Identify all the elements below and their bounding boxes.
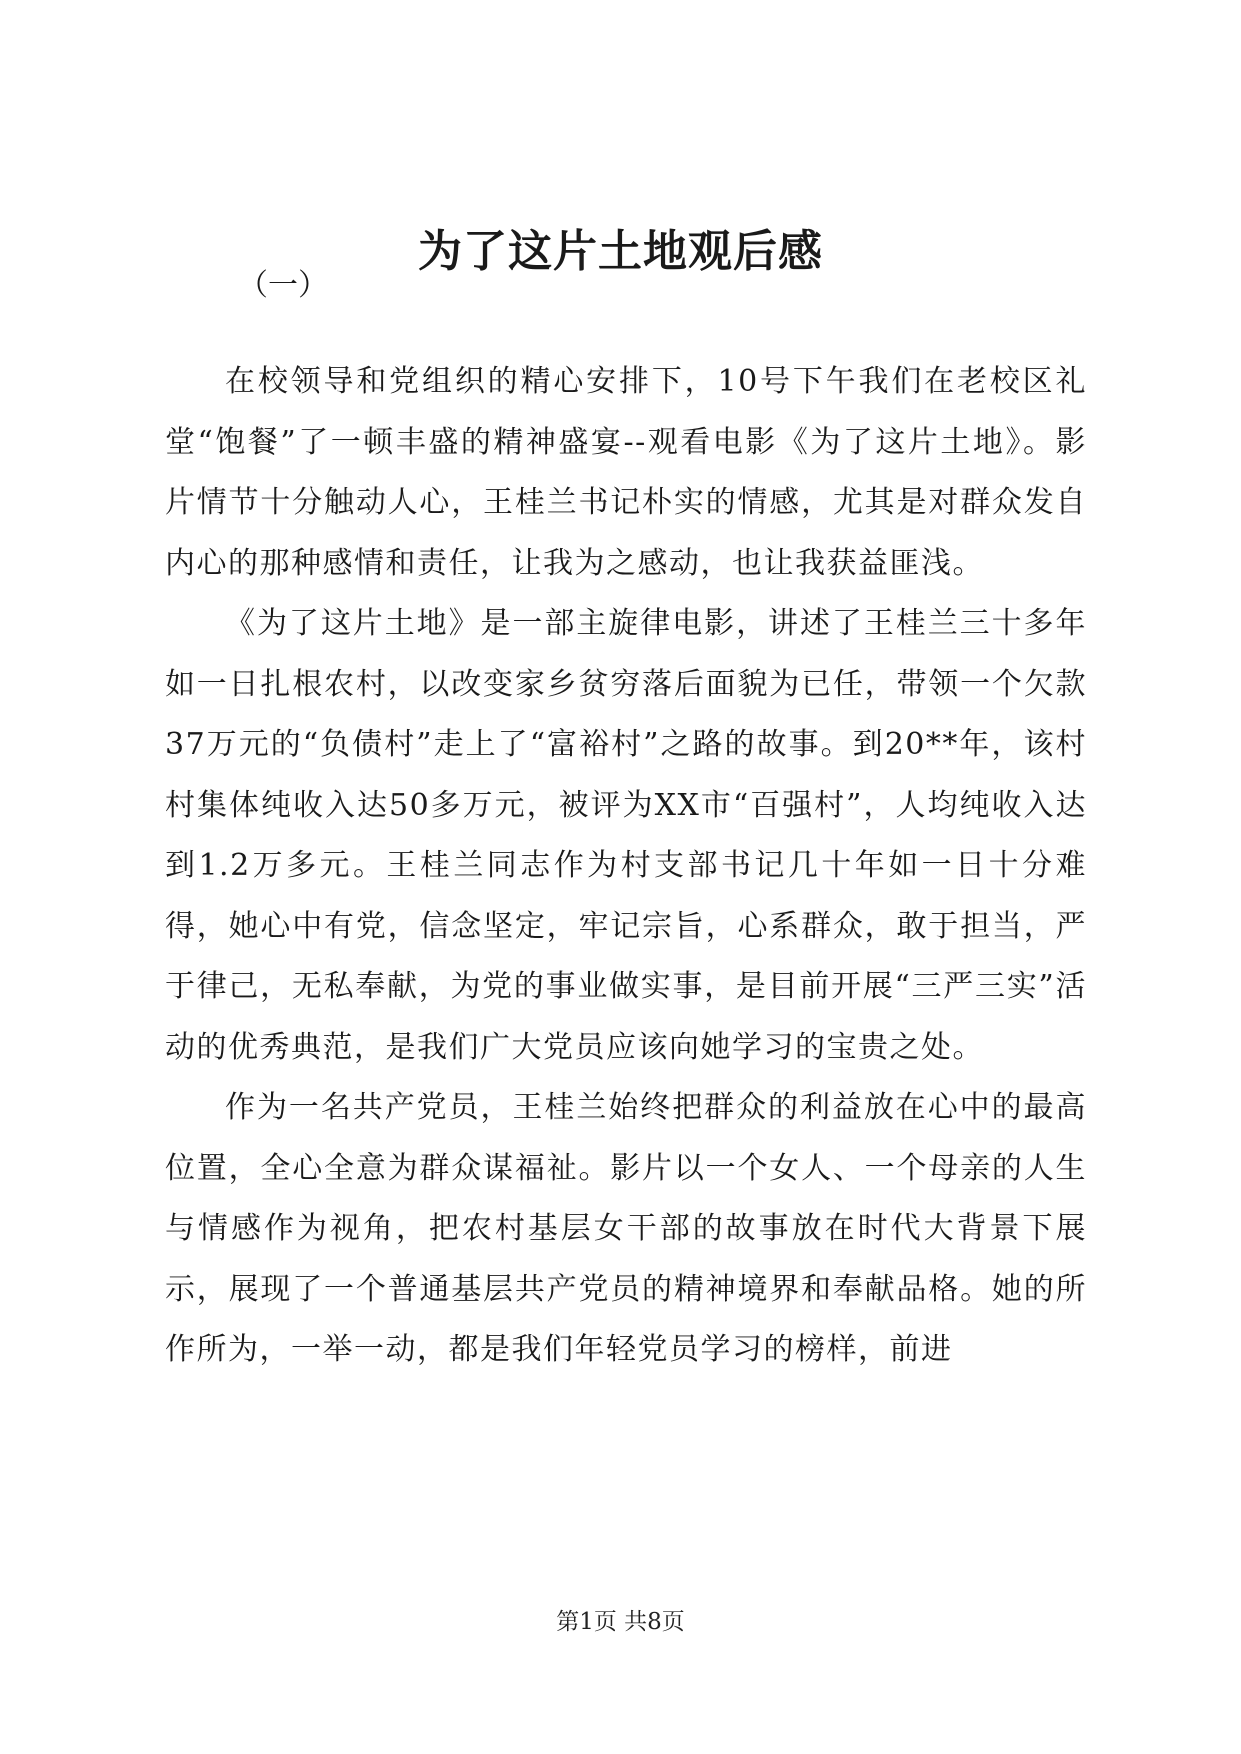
paragraph-1: 在校领导和党组织的精心安排下，10号下午我们在老校区礼堂“饱餐”了一顿丰盛的精神盛宴--观看电影《为了这片土地》。影片情节十分触动人心，王桂兰书记朴实的情感，尤其是对群众发自内心的那种感情和责任，让我为之感动，也让我获益匪浅。 (165, 364, 1087, 581)
section-number: （一） (238, 268, 328, 303)
document-title: 为了这片土地观后感 (418, 226, 823, 277)
document-body (165, 352, 1087, 1381)
page-footer: 第1页 共8页 (556, 1609, 685, 1635)
paragraph-2: 《为了这片土地》是一部主旋律电影，讲述了王桂兰三十多年如一日扎根农村，以改变家乡贫穷落后面貌为已任，带领一个欠款37万元的“负债村”走上了“富裕村”之路的故事。到20**年，该村村集体纯收入达50多万元，被评为XX市“百强村”，人均纯收入达到1.2万多元。王桂兰同志作为村支部书记几十年如一日十分难得，她心中有党，信念坚定，牢记宗旨，心系群众，敢于担当，严于律己，无私奉献，为党的事业做实事，是目前开展“三严三实”活动的优秀典范，是我们广大党员应该向她学习的宝贵之处。 (165, 606, 1087, 1065)
paragraph-3: 作为一名共产党员，王桂兰始终把群众的利益放在心中的最高位置，全心全意为群众谋福祉。影片以一个女人、一个母亲的人生与情感作为视角，把农村基层女干部的故事放在时代大背景下展示，展现了一个普通基层共产党员的精神境界和奉献品格。她的所作所为，一举一动，都是我们年轻党员学习的榜样，前进 (165, 1090, 1087, 1367)
